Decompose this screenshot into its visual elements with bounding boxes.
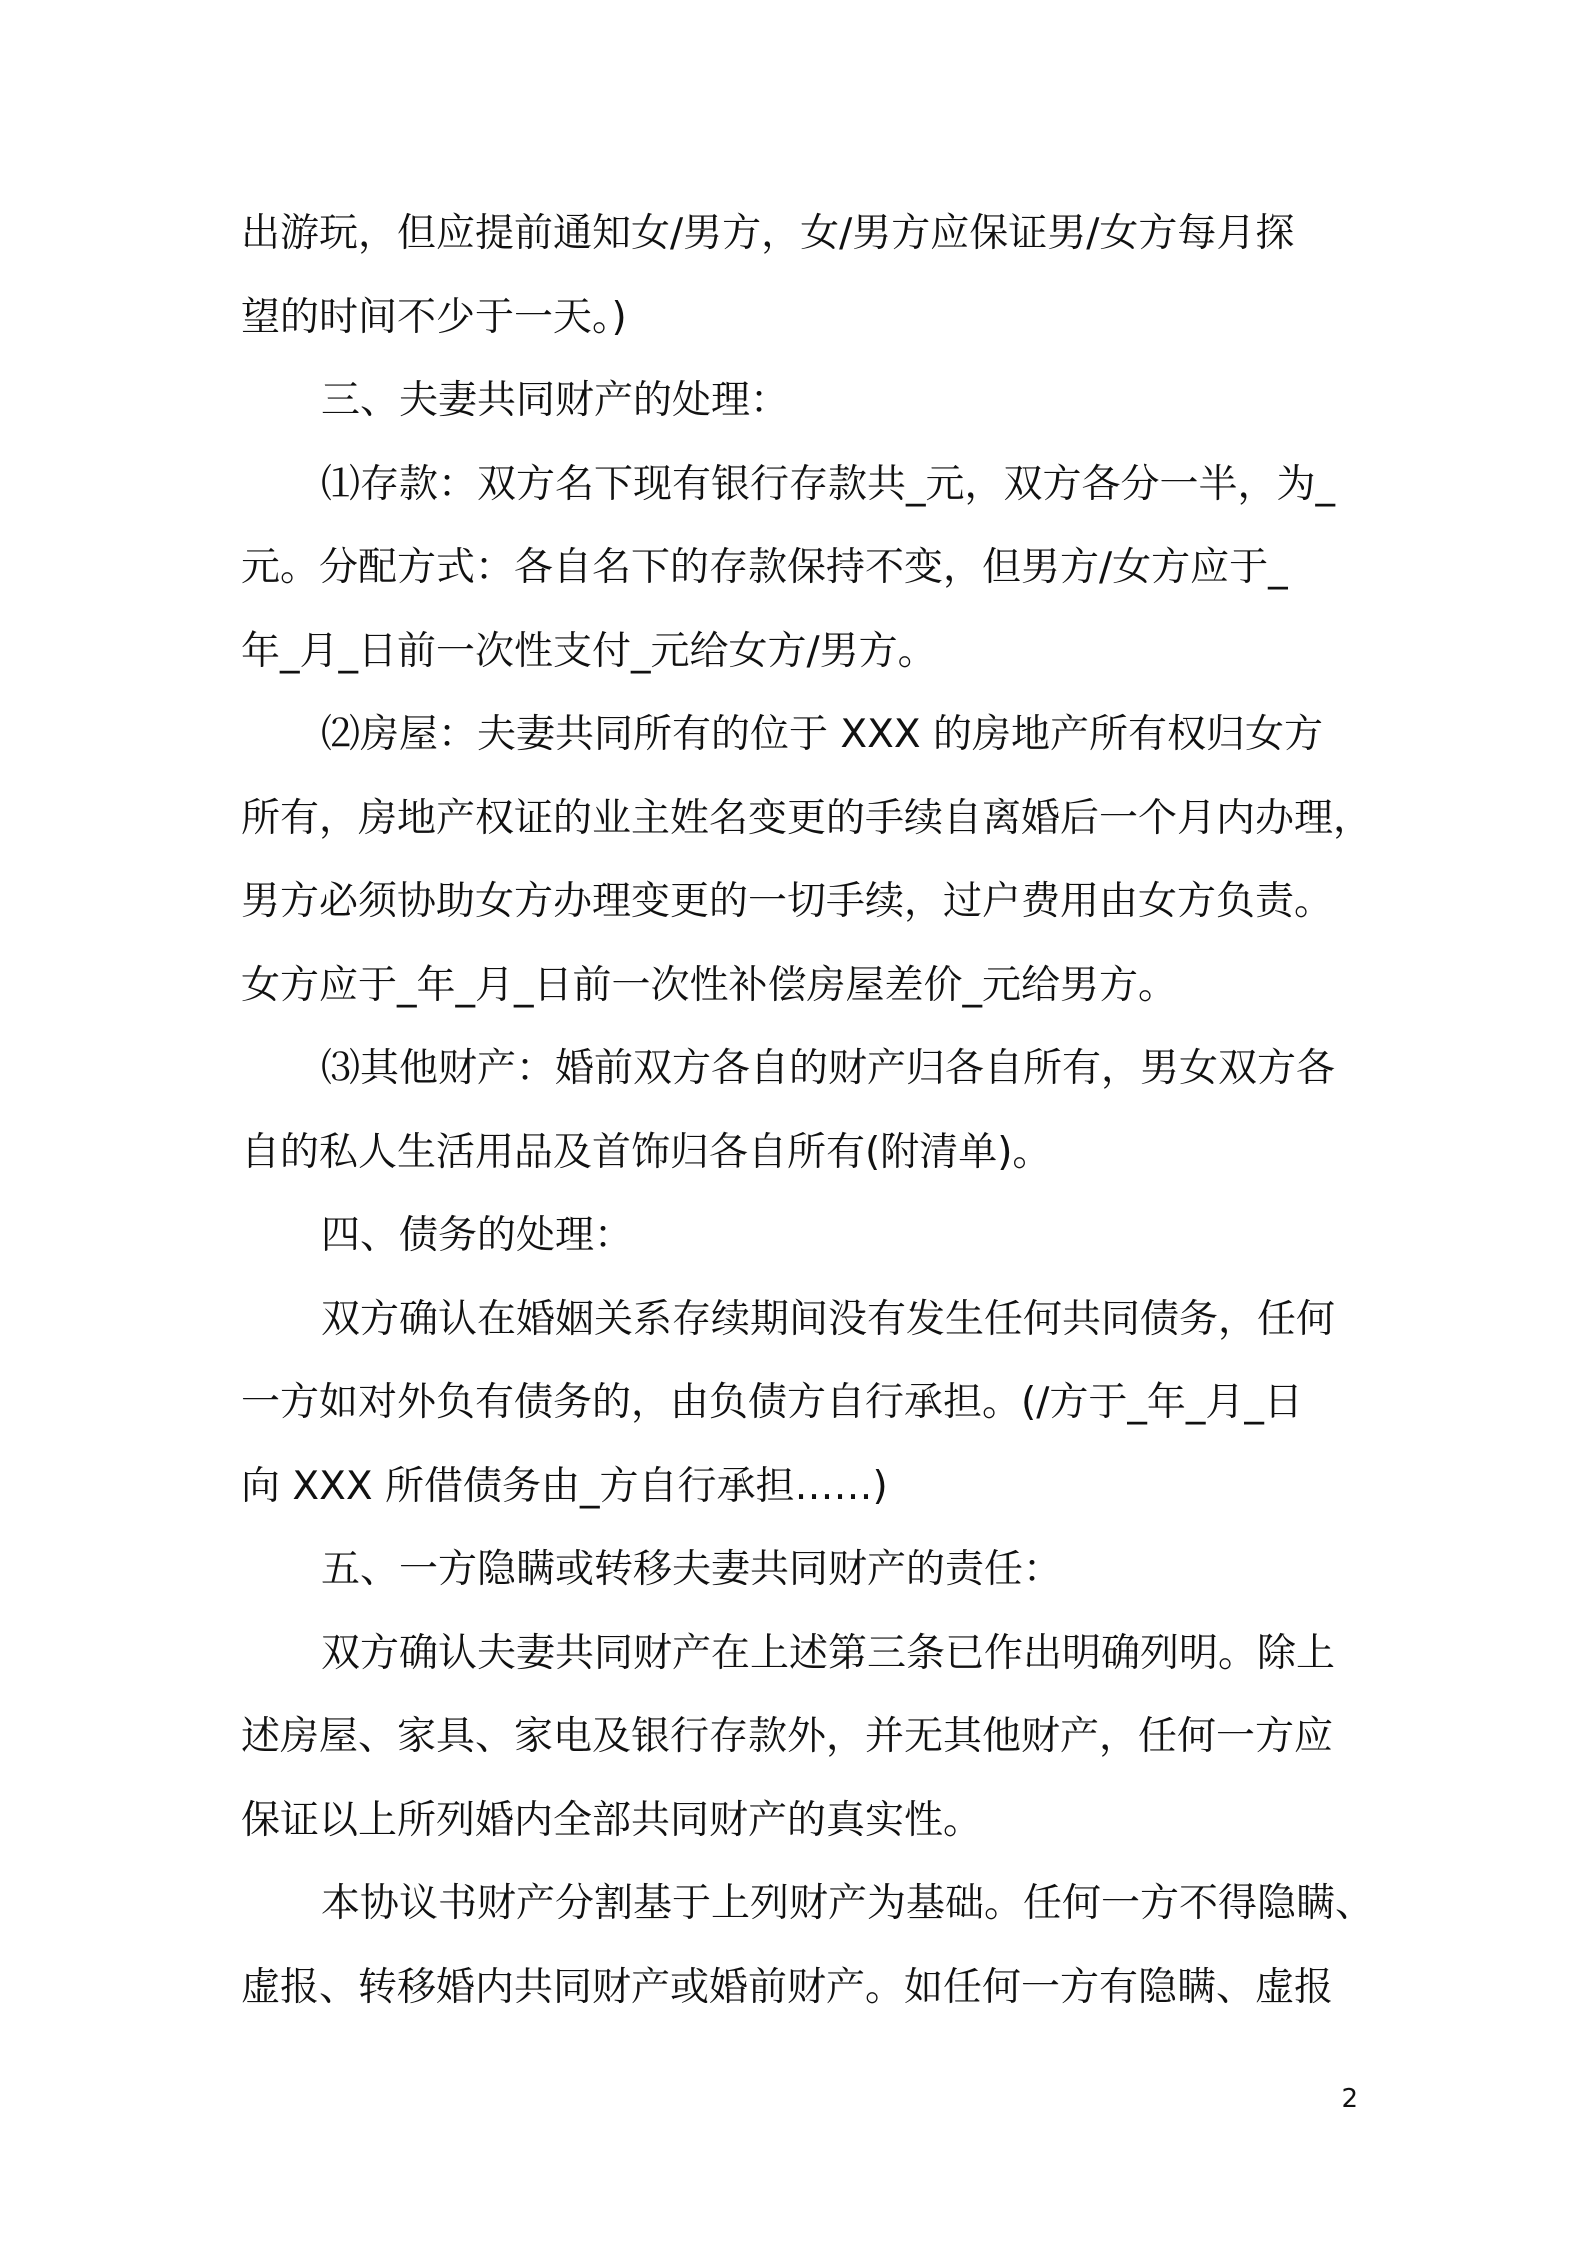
- document-body: [241, 192, 1375, 2029]
- text-line: 年_月_日前一次性支付_元给女方/男方。: [241, 628, 937, 674]
- text-line: 出游玩，但应提前通知女/男方，女/男方应保证男/女方每月探: [241, 211, 1295, 256]
- text-line: 自的私人生活用品及首饰归各自所有(附清单)。: [241, 1129, 1052, 1175]
- text-line: 望的时间不少于一天。): [241, 294, 627, 340]
- text-line: 向 XXX 所借债务由_方自行承担……): [241, 1463, 888, 1509]
- text-line: 一方如对外负有债务的，由负债方自行承担。(/方于_年_月_日: [241, 1380, 1303, 1425]
- text-line: 虚报、转移婚内共同财产或婚前财产。如任何一方有隐瞒、虚报: [241, 1964, 1334, 2010]
- section-heading: 三、夫妻共同财产的处理：: [321, 378, 790, 423]
- text-line: 述房屋、家具、家电及银行存款外，并无其他财产，任何一方应: [241, 1714, 1334, 1759]
- text-line: 双方确认夫妻共同财产在上述第三条已作出明确列明。除上: [321, 1630, 1336, 1676]
- page-number: 2: [1341, 2084, 1358, 2114]
- text-line: 保证以上所列婚内全部共同财产的真实性。: [241, 1797, 983, 1843]
- text-line: 所有，房地产权证的业主姓名变更的手续自离婚后一个月内办理，: [241, 795, 1373, 841]
- text-line: 男方必须协助女方办理变更的一切手续，过户费用由女方负责。: [241, 879, 1334, 924]
- text-line: 双方确认在婚姻关系存续期间没有发生任何共同债务，任何: [321, 1296, 1336, 1342]
- text-line: ⑵房屋：夫妻共同所有的位于 XXX 的房地产所有权归女方: [321, 712, 1323, 757]
- text-line: 元。分配方式：各自名下的存款保持不变，但男方/女方应于_: [241, 545, 1288, 590]
- section-heading: 五、一方隐瞒或转移夫妻共同财产的责任：: [321, 1547, 1063, 1592]
- text-line: 本协议书财产分割基于上列财产为基础。任何一方不得隐瞒、: [321, 1881, 1375, 1926]
- section-heading: 四、债务的处理：: [321, 1213, 634, 1258]
- text-line: ⑴存款：双方名下现有银行存款共_元，双方各分一半，为_: [321, 461, 1336, 507]
- text-line: 女方应于_年_月_日前一次性补偿房屋差价_元给男方。: [241, 962, 1178, 1008]
- text-line: ⑶其他财产：婚前双方各自的财产归各自所有，男女双方各: [321, 1046, 1336, 1091]
